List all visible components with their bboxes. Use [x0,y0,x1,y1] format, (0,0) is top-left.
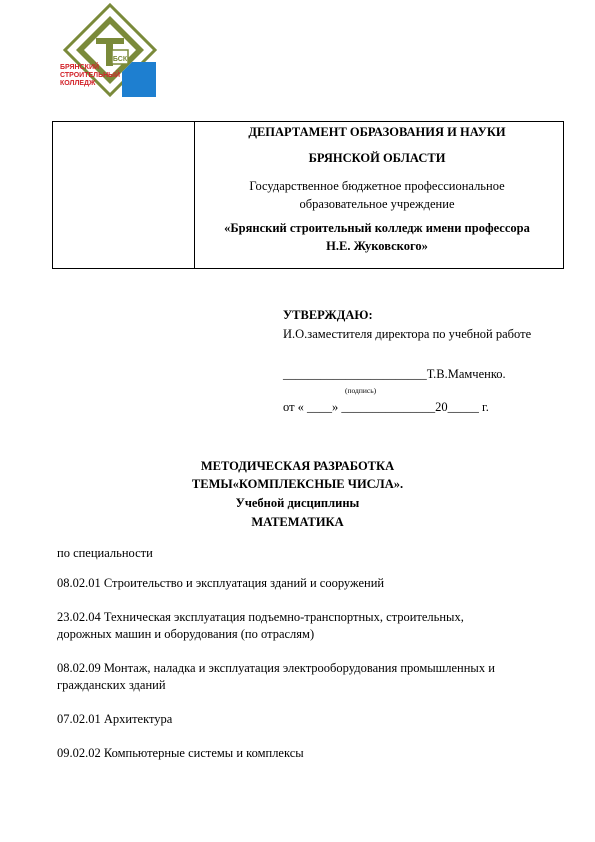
institution-type-line-1: Государственное бюджетное профессиональное [249,179,505,193]
header-table-empty-cell [53,122,195,268]
institution-type-line-2: образовательное учреждение [299,197,455,211]
signature-caption: (подпись) [345,386,377,395]
document-title-line-1: МЕТОДИЧЕСКАЯ РАЗРАБОТКА [200,459,395,473]
logo-caption-line-2: СТРОИТЕЛЬНЫЙ [60,72,121,79]
institution-name-line-2: Н.Е. Жуковского» [326,239,428,253]
header-table [52,121,564,269]
discipline-name: МАТЕМАТИКА [251,515,344,529]
signature-line: _______________________Т.В.Мамченко. [283,367,506,381]
specialty-item-5: 09.02.02 Компьютерные системы и комплексы [57,746,304,760]
logo-mark-text: БСК [112,56,128,63]
approval-title: УТВЕРЖДАЮ: [283,308,373,322]
approval-position: И.О.заместителя директора по учебной работе [283,327,532,341]
specialty-item-4: 07.02.01 Архитектура [57,712,173,726]
logo-caption [60,64,130,88]
institution-name-line-1: «Брянский строительный колледж имени профессора [224,221,530,235]
department-line-1: ДЕПАРТАМЕНТ ОБРАЗОВАНИЯ И НАУКИ [248,125,506,139]
document-title-line-2: ТЕМЫ«КОМПЛЕКСНЫЕ ЧИСЛА». [191,477,404,491]
logo-caption-line-1: БРЯНСКИЙ [60,64,100,71]
specialty-item-2-cont: дорожных машин и оборудования (по отраслям) [57,627,315,641]
specialties-intro: по специальности [57,546,153,560]
discipline-label: Учебной дисциплины [235,496,360,510]
specialty-item-1: 08.02.01 Строительство и эксплуатация зданий и сооружений [57,576,385,590]
specialty-item-3: 08.02.09 Монтаж, наладка и эксплуатация электрооборудования промышленных и [57,661,495,675]
logo-bar [96,38,124,44]
specialty-item-3-cont: гражданских зданий [57,678,166,692]
approval-date-line: от « ____» _______________20_____ г. [283,400,489,414]
logo-caption-line-3: КОЛЛЕДЖ [60,80,96,87]
department-line-2: БРЯНСКОЙ ОБЛАСТИ [308,151,446,165]
specialty-item-2: 23.02.04 Техническая эксплуатация подъемно-транспортных, строительных, [57,610,464,624]
